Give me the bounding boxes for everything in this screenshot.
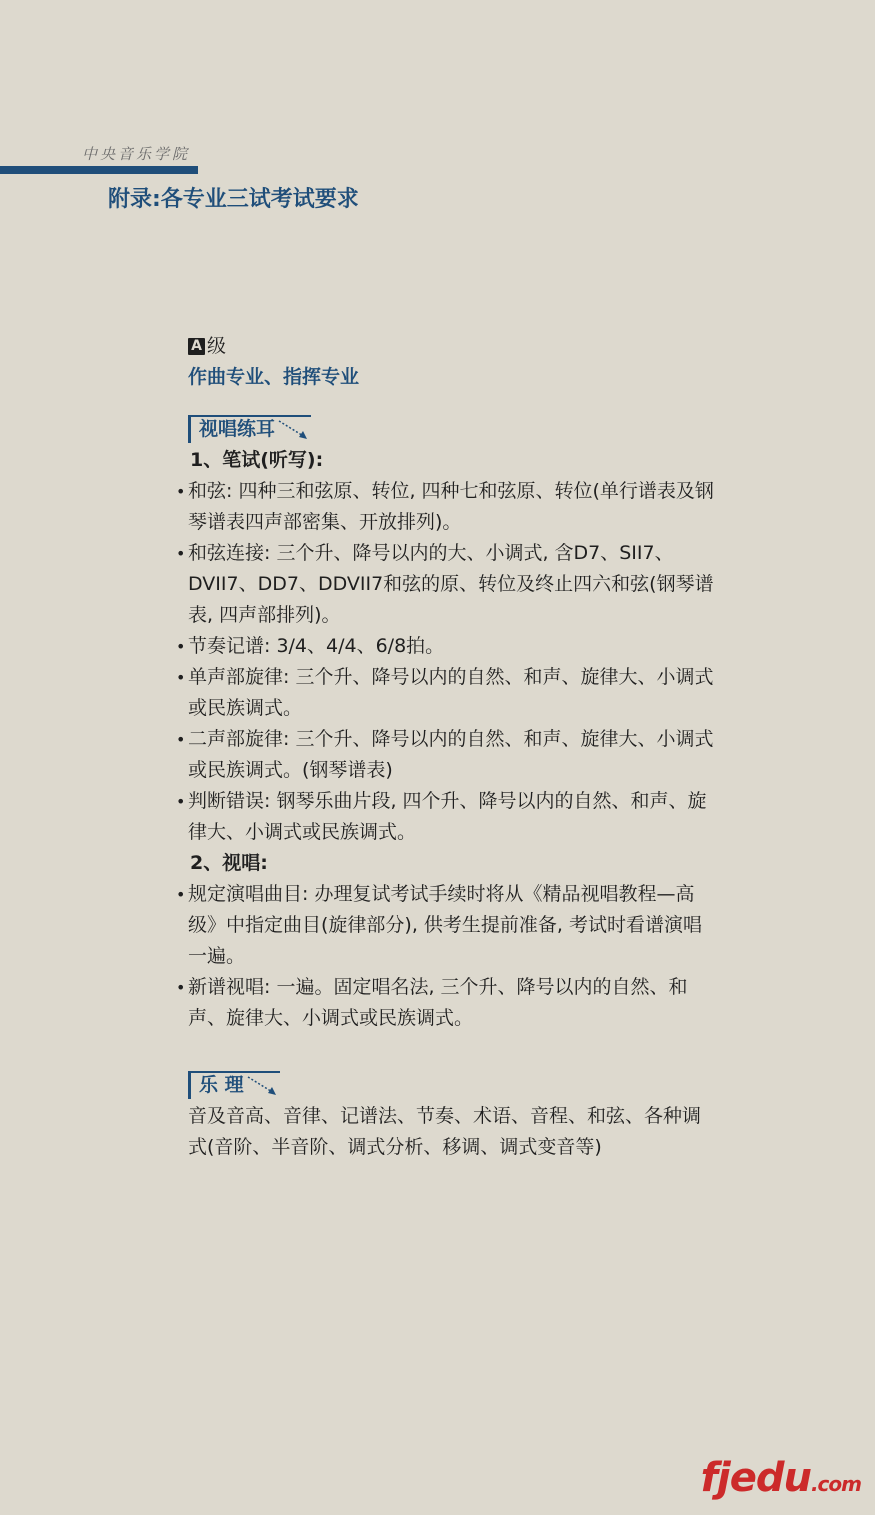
- bullet-icon: •: [176, 482, 186, 501]
- list-item: [176, 724, 718, 786]
- bullet-icon: •: [176, 885, 186, 904]
- list-item-text: 和弦连接: 三个升、降号以内的大、小调式, 含D7、SII7、DVII7、DD7、DDVII7和弦的原、转位及终止四六和弦(钢琴谱表, 四声部排列)。: [188, 542, 714, 626]
- list-item-text: 和弦: 四种三和弦原、转位, 四种七和弦原、转位(单行谱表及钢琴谱表四声部密集、开放排列)。: [188, 480, 714, 533]
- majors-title: 作曲专业、指挥专业: [188, 366, 360, 388]
- header-accent-bar: [0, 166, 198, 174]
- page-title: 附录:各专业三试考试要求: [108, 187, 359, 212]
- subheading: 2、视唱:: [190, 852, 268, 874]
- section-heading-label: 视唱练耳: [199, 418, 276, 440]
- paragraph: 音及音高、音律、记谱法、节奏、术语、音程、和弦、各种调式(音阶、半音阶、调式分析、移调、调式变音等): [188, 1105, 702, 1158]
- list-item: [176, 972, 718, 1034]
- level-label: [188, 332, 718, 360]
- bullet-icon: •: [176, 668, 186, 687]
- dotted-arrow-icon: [277, 419, 311, 441]
- level-badge: A: [188, 338, 205, 355]
- list-item-text: 规定演唱曲目: 办理复试考试手续时将从《精品视唱教程—高级》中指定曲目(旋律部分), 供考生提前准备, 考试时看谱演唱一遍。: [188, 883, 702, 967]
- level-suffix: 级: [207, 334, 227, 357]
- bullet-icon: •: [176, 637, 186, 656]
- section-body: [188, 1101, 718, 1163]
- list-item: [176, 786, 718, 848]
- list-item-text: 单声部旋律: 三个升、降号以内的自然、和声、旋律大、小调式或民族调式。: [188, 666, 714, 719]
- bullet-icon: •: [176, 544, 186, 563]
- site-watermark: [701, 1455, 861, 1501]
- watermark-suffix: .com: [810, 1472, 861, 1496]
- watermark-main: fjedu: [700, 1455, 811, 1501]
- section-sight-singing: [176, 414, 718, 1034]
- list-item-text: 二声部旋律: 三个升、降号以内的自然、和声、旋律大、小调式或民族调式。(钢琴谱表): [188, 728, 714, 781]
- section-music-theory: [188, 1070, 718, 1163]
- list-item: [176, 662, 718, 724]
- section-heading-label: 乐 理: [199, 1074, 244, 1096]
- list-item: [176, 538, 718, 631]
- section-heading: [188, 1071, 280, 1099]
- bullet-icon: •: [176, 730, 186, 749]
- list-item-text: 判断错误: 钢琴乐曲片段, 四个升、降号以内的自然、和声、旋律大、小调式或民族调式。: [188, 790, 707, 843]
- list-item: [176, 631, 718, 662]
- exam-requirements: [176, 332, 718, 1163]
- section-heading: [188, 415, 311, 443]
- bullet-icon: •: [176, 978, 186, 997]
- list-item-text: 节奏记谱: 3/4、4/4、6/8拍。: [188, 635, 445, 657]
- section-body: [176, 445, 718, 1034]
- list-item: [176, 476, 718, 538]
- list-item: [176, 879, 718, 972]
- dotted-arrow-icon: [246, 1075, 280, 1097]
- subheading: 1、笔试(听写):: [190, 449, 324, 471]
- school-name: 中央音乐学院: [82, 145, 191, 163]
- bullet-icon: •: [176, 792, 186, 811]
- list-item-text: 新谱视唱: 一遍。固定唱名法, 三个升、降号以内的自然、和声、旋律大、小调式或民族调式。: [188, 976, 688, 1029]
